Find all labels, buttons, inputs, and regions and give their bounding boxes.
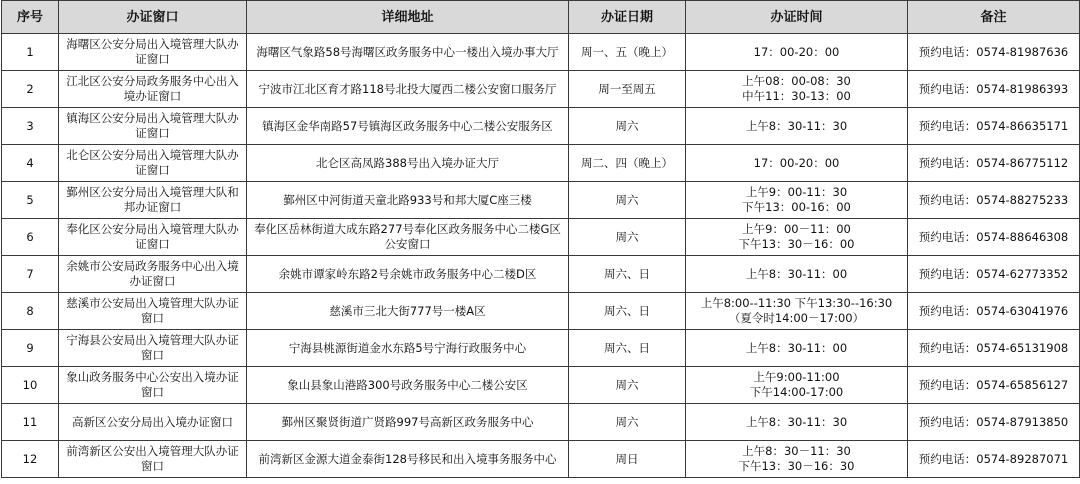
service-hours-cell	[686, 256, 908, 293]
row-number-cell: 2	[2, 71, 59, 108]
window-name-cell: 象山政务服务中心公安出入境办证窗口	[59, 367, 247, 404]
row-number-cell: 9	[2, 330, 59, 367]
window-name-cell: 高新区公安分局出入境办证窗口	[59, 404, 247, 441]
window-name-cell: 奉化区公安分局出入境管理大队办证窗口	[59, 219, 247, 256]
service-days-cell: 周一、五（晚上）	[569, 34, 686, 71]
service-hours-line: （夏令时14:00－17:00）	[728, 311, 865, 325]
row-number-cell: 3	[2, 108, 59, 145]
service-hours-line: 上午8：30-11：00	[745, 340, 848, 355]
address-cell: 宁波市江北区育才路118号北投大厦西二楼公安窗口服务厅	[247, 71, 569, 108]
row-number-cell: 5	[2, 182, 59, 219]
booking-phone-cell: 预约电话：0574-62773352	[908, 256, 1080, 293]
window-name-cell: 江北区公安分局政务服务中心出入境办证窗口	[59, 71, 247, 108]
service-hours-line: 下午14:00-17:00	[749, 385, 844, 399]
column-header: 办证窗口	[59, 1, 247, 34]
window-name-cell: 余姚市公安局政务服务中心出入境办证窗口	[59, 256, 247, 293]
row-number-cell: 11	[2, 404, 59, 441]
window-name-cell: 前湾新区公安出入境管理大队办证窗口	[59, 441, 247, 478]
address-cell: 鄞州区聚贤街道广贤路997号高新区政务服务中心	[247, 404, 569, 441]
header-row	[2, 1, 1080, 34]
row-number-cell: 1	[2, 34, 59, 71]
service-hours-cell	[686, 367, 908, 404]
service-days-cell: 周六	[569, 182, 686, 219]
table-row	[2, 145, 1080, 182]
service-days-cell: 周六、日	[569, 293, 686, 330]
address-cell: 奉化区岳林街道大成东路277号奉化区政务服务中心二楼G区公安窗口	[247, 219, 569, 256]
service-hours-line: 上午8：30-11：30	[745, 414, 848, 429]
table-row	[2, 404, 1080, 441]
service-hours-line: 中午11：30-13：00	[742, 89, 851, 103]
table-row	[2, 441, 1080, 478]
service-days-cell: 周六、日	[569, 256, 686, 293]
service-hours-line: 17：00-20：00	[753, 155, 840, 170]
service-hours-line: 上午9:00-11:00	[753, 370, 840, 384]
booking-phone-cell: 预约电话：0574-88275233	[908, 182, 1080, 219]
column-header: 序号	[2, 1, 59, 34]
column-header: 办证时间	[686, 1, 908, 34]
table-row	[2, 34, 1080, 71]
column-header: 办证日期	[569, 1, 686, 34]
booking-phone-cell: 预约电话：0574-87913850	[908, 404, 1080, 441]
table-row	[2, 367, 1080, 404]
service-hours-cell	[686, 404, 908, 441]
booking-phone-cell: 预约电话：0574-65131908	[908, 330, 1080, 367]
service-days-cell: 周一至周五	[569, 71, 686, 108]
window-name-cell: 宁海县公安局出入境管理大队办证窗口	[59, 330, 247, 367]
service-hours-cell	[686, 108, 908, 145]
table-row	[2, 108, 1080, 145]
service-hours-line: 上午9：00-11：30	[745, 185, 848, 199]
service-hours-cell	[686, 330, 908, 367]
service-hours-line: 下午13：30－16：00	[738, 237, 855, 251]
service-hours-line: 下午13：00-16：00	[742, 200, 851, 214]
service-hours-cell	[686, 182, 908, 219]
table-row	[2, 256, 1080, 293]
table-row	[2, 71, 1080, 108]
booking-phone-cell: 预约电话：0574-88646308	[908, 219, 1080, 256]
window-name-cell: 海曙区公安分局出入境管理大队办证窗口	[59, 34, 247, 71]
booking-phone-cell: 预约电话：0574-86635171	[908, 108, 1080, 145]
service-hours-line: 上午9：00－11：00	[742, 222, 851, 236]
service-days-cell: 周六	[569, 367, 686, 404]
service-hours-line: 下午13：30－16：30	[738, 459, 855, 473]
service-hours-line: 17：00-20：00	[753, 44, 840, 59]
row-number-cell: 7	[2, 256, 59, 293]
service-hours-cell	[686, 441, 908, 478]
service-window-table	[1, 0, 1080, 478]
booking-phone-cell: 预约电话：0574-63041976	[908, 293, 1080, 330]
row-number-cell: 12	[2, 441, 59, 478]
column-header: 详细地址	[247, 1, 569, 34]
service-hours-cell	[686, 293, 908, 330]
service-hours-line: 上午8：30-11：00	[745, 266, 848, 281]
booking-phone-cell: 预约电话：0574-81986393	[908, 71, 1080, 108]
table-row	[2, 293, 1080, 330]
service-days-cell: 周六、日	[569, 330, 686, 367]
table-row	[2, 219, 1080, 256]
window-name-cell: 镇海区公安分局出入境管理大队办证窗口	[59, 108, 247, 145]
address-cell: 前湾新区金源大道金泰街128号移民和出入境事务服务中心	[247, 441, 569, 478]
booking-phone-cell: 预约电话：0574-81987636	[908, 34, 1080, 71]
service-days-cell: 周日	[569, 441, 686, 478]
address-cell: 宁海县桃源街道金水东路5号宁海行政服务中心	[247, 330, 569, 367]
address-cell: 象山县象山港路300号政务服务中心二楼公安区	[247, 367, 569, 404]
service-hours-cell	[686, 71, 908, 108]
row-number-cell: 6	[2, 219, 59, 256]
table-body	[2, 34, 1080, 478]
row-number-cell: 10	[2, 367, 59, 404]
service-hours-line: 上午08：00-08：30	[742, 74, 851, 88]
booking-phone-cell: 预约电话：0574-86775112	[908, 145, 1080, 182]
service-days-cell: 周二、四（晚上）	[569, 145, 686, 182]
service-hours-cell	[686, 34, 908, 71]
service-hours-line: 上午8：30-11：30	[745, 118, 848, 133]
service-days-cell: 周六	[569, 404, 686, 441]
window-name-cell: 慈溪市公安局出入境管理大队办证窗口	[59, 293, 247, 330]
address-cell: 镇海区金华南路57号镇海区政务服务中心二楼公安服务区	[247, 108, 569, 145]
address-cell: 海曙区气象路58号海曙区政务服务中心一楼出入境办事大厅	[247, 34, 569, 71]
row-number-cell: 8	[2, 293, 59, 330]
table-row	[2, 182, 1080, 219]
service-hours-cell	[686, 219, 908, 256]
row-number-cell: 4	[2, 145, 59, 182]
service-days-cell: 周六	[569, 219, 686, 256]
table-header	[2, 1, 1080, 34]
booking-phone-cell: 预约电话：0574-89287071	[908, 441, 1080, 478]
service-hours-cell	[686, 145, 908, 182]
booking-phone-cell: 预约电话：0574-65856127	[908, 367, 1080, 404]
window-name-cell: 鄞州区公安分局出入境管理大队和邦办证窗口	[59, 182, 247, 219]
address-cell: 鄞州区中河街道天童北路933号和邦大厦C座三楼	[247, 182, 569, 219]
window-name-cell: 北仑区公安分局出入境管理大队办证窗口	[59, 145, 247, 182]
address-cell: 北仑区高凤路388号出入境办证大厅	[247, 145, 569, 182]
column-header: 备注	[908, 1, 1080, 34]
service-hours-line: 上午8:00--11:30 下午13:30--16:30	[700, 296, 893, 310]
address-cell: 余姚市谭家岭东路2号余姚市政务服务中心二楼D区	[247, 256, 569, 293]
table-row	[2, 330, 1080, 367]
service-days-cell: 周六	[569, 108, 686, 145]
service-hours-line: 上午8：30－11：30	[742, 444, 851, 458]
address-cell: 慈溪市三北大街777号一楼A区	[247, 293, 569, 330]
